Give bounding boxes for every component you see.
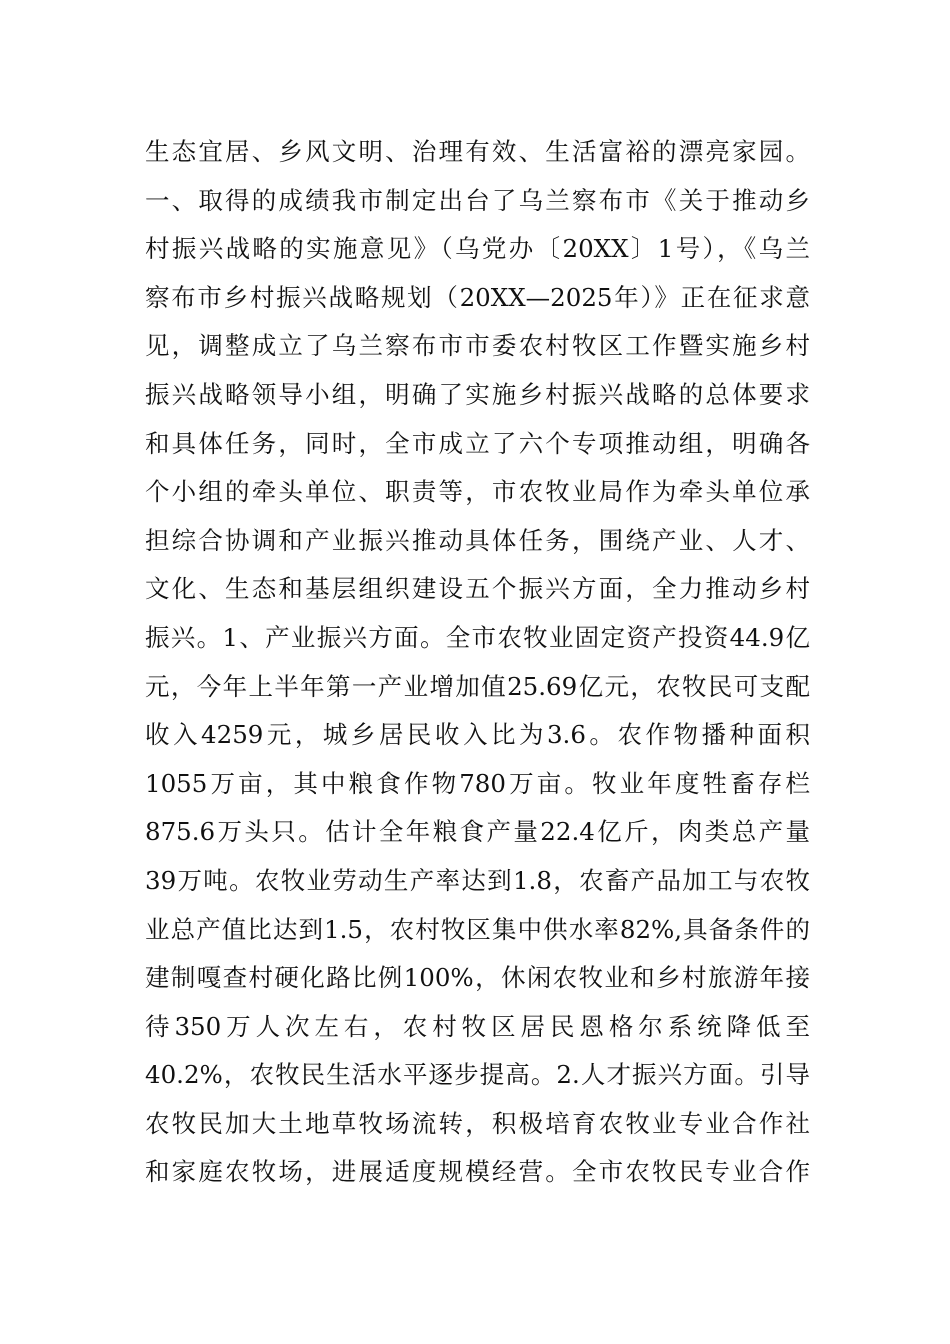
text-line-11: 振兴。1、产业振兴方面。全市农牧业固定资产投资44.9亿 <box>145 622 810 652</box>
text-line-14: 1055万亩，其中粮食作物780万亩。牧业年度牲畜存栏 <box>145 768 810 798</box>
body-text <box>145 128 810 1197</box>
text-line-4: 察布市乡村振兴战略规划（20XX—2025年）》正在征求意 <box>145 282 810 312</box>
text-line-16: 39万吨。农牧业劳动生产率达到1.8，农畜产品加工与农牧 <box>145 865 810 895</box>
text-line-1: 生态宜居、乡风文明、治理有效、生活富裕的漂亮家园。 <box>145 137 810 166</box>
text-line-22: 和家庭农牧场，进展适度规模经营。全市农牧民专业合作 <box>145 1157 810 1187</box>
text-line-20: 40.2%，农牧民生活水平逐步提高。2.人才振兴方面。引导 <box>145 1060 810 1090</box>
text-line-7: 和具体任务，同时，全市成立了六个专项推动组，明确各 <box>145 428 810 458</box>
text-line-8: 个小组的牵头单位、职责等，市农牧业局作为牵头单位承 <box>145 477 810 507</box>
text-line-6: 振兴战略领导小组，明确了实施乡村振兴战略的总体要求 <box>145 379 810 409</box>
text-line-5: 见，调整成立了乌兰察布市市委农村牧区工作暨实施乡村 <box>145 331 810 361</box>
text-line-18: 建制嘎查村硬化路比例100%，休闲农牧业和乡村旅游年接 <box>145 963 810 993</box>
text-line-19: 待350万人次左右，农村牧区居民恩格尔系统降低至 <box>145 1011 810 1041</box>
text-line-2: 一、取得的成绩我市制定出台了乌兰察布市《关于推动乡 <box>145 185 810 215</box>
text-line-3: 村振兴战略的实施意见》（乌党办〔20XX〕1号），《乌兰 <box>145 234 810 264</box>
text-line-10: 文化、生态和基层组织建设五个振兴方面，全力推动乡村 <box>145 574 810 604</box>
text-line-12: 元，今年上半年第一产业增加值25.69亿元，农牧民可支配 <box>145 671 810 701</box>
text-line-13: 收入4259元，城乡居民收入比为3.6。农作物播种面积 <box>145 720 810 750</box>
text-line-21: 农牧民加大土地草牧场流转，积极培育农牧业专业合作社 <box>145 1108 810 1138</box>
text-line-17: 业总产值比达到1.5，农村牧区集中供水率82%,具备条件的 <box>145 914 810 944</box>
text-line-15: 875.6万头只。估计全年粮食产量22.4亿斤，肉类总产量 <box>145 817 810 847</box>
text-line-9: 担综合协调和产业振兴推动具体任务，围绕产业、人才、 <box>145 525 810 555</box>
